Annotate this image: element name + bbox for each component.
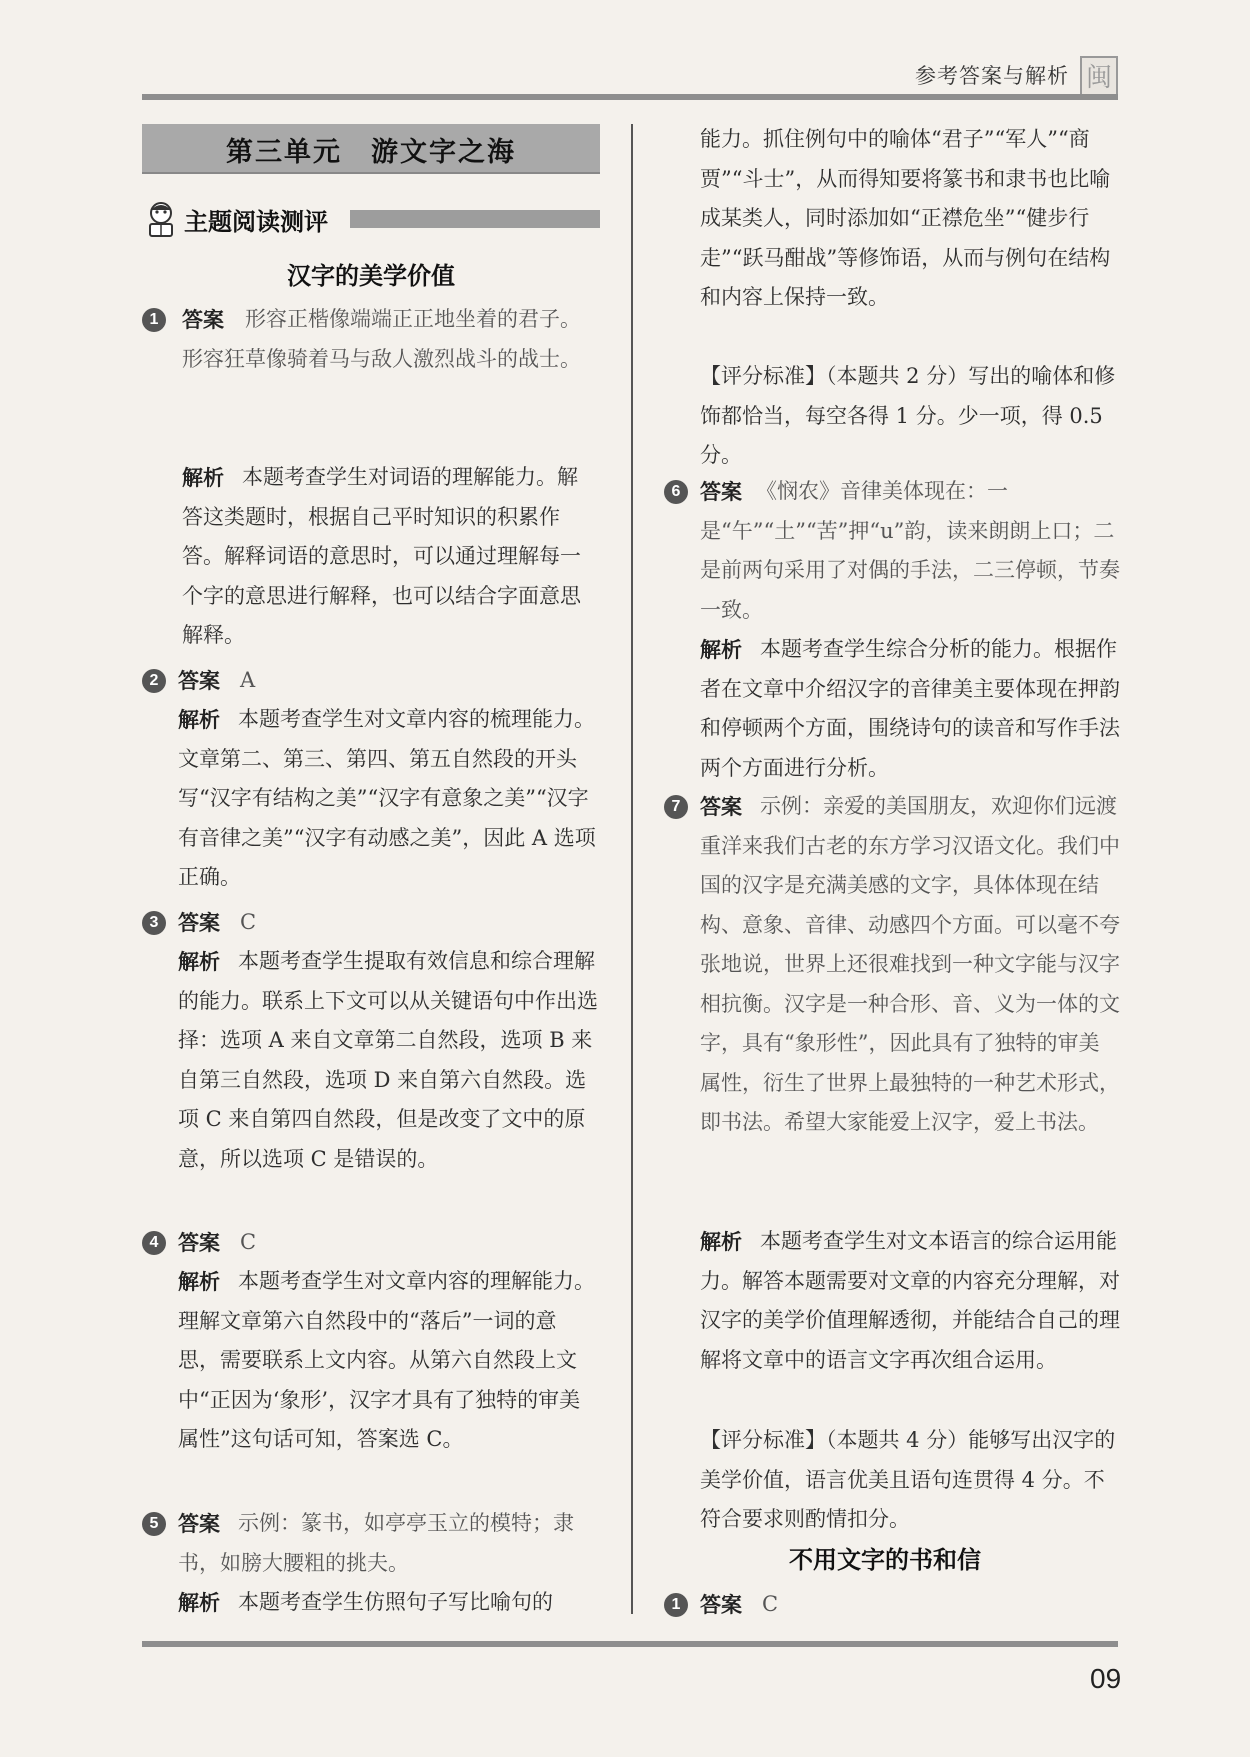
question-number: 1 <box>664 1593 688 1617</box>
answer-label: 答案 <box>178 911 220 935</box>
analysis-label: 解析 <box>178 1270 220 1294</box>
scoring-standard: 【评分标准】（本题共 4 分）能够写出汉字的美学价值，语言优美且语句连贯得 4 分。不符合要求则酌情扣分。 <box>700 1428 1116 1531</box>
unit-banner <box>142 124 600 172</box>
header-title: 参考答案与解析 <box>915 64 1069 88</box>
scoring-standard: 【评分标准】（本题共 2 分）写出的喻体和修饰都恰当，每空各得 1 分。少一项，得 0.5 分。 <box>700 364 1116 467</box>
answer-label: 答案 <box>178 1512 220 1536</box>
answer-label: 答案 <box>700 480 742 504</box>
answer-text: C <box>240 910 257 934</box>
question-number: 2 <box>142 669 166 693</box>
answer-text: 形容正楷像端端正正地坐着的君子。形容狂草像骑着马与敌人激烈战斗的战士。 <box>182 307 581 371</box>
question-number: 3 <box>142 911 166 935</box>
answer-text: 示例：篆书，如亭亭玉立的模特；隶书，如膀大腰粗的挑夫。 <box>178 1511 574 1575</box>
answer-label: 答案 <box>700 1593 742 1617</box>
section-bar <box>350 210 600 228</box>
analysis-text: 本题考查学生综合分析的能力。根据作者在文章中介绍汉字的音律美主要体现在押韵和停顿两个方面，围绕诗句的读音和写作手法两个方面进行分析。 <box>700 637 1120 780</box>
publisher-logo-icon: 闽 <box>1080 56 1118 100</box>
analysis-label: 解析 <box>178 950 220 974</box>
analysis-text: 本题考查学生对文章内容的梳理能力。文章第二、第三、第四、第五自然段的开头写“汉字有结构之美”“汉字有意象之美”“汉字有音律之美”“汉字有动感之美”，因此 A 选项正确。 <box>178 707 596 889</box>
article-title-1: 汉字的美学价值 <box>287 262 455 290</box>
article-title-2: 不用文字的书和信 <box>789 1546 981 1574</box>
question-number: 1 <box>142 308 166 332</box>
analysis-text: 本题考查学生提取有效信息和综合理解的能力。联系上下文可以从关键语句中作出选择：选项 A 来自文章第二自然段，选项 B 来自第三自然段，选项 D 来自第六自然段。选项 C 来自第四自然段，但是改变了文中的原意，所以选项 C 是错误的。 <box>178 949 598 1171</box>
question-number: 4 <box>142 1231 166 1255</box>
answer-text: 《悯农》音律美体现在：一是“午”“土”“苦”押“u”韵，读来朗朗上口；二是前两句采用了对偶的手法，二三停顿，节奏一致。 <box>700 479 1120 622</box>
answer-text: C <box>762 1592 779 1616</box>
unit-title: 第三单元 游文字之海 <box>226 137 516 168</box>
analysis-continued: 能力。抓住例句中的喻体“君子”“军人”“商贾”“斗士”，从而得知要将篆书和隶书也比喻成某类人，同时添加如“正襟危坐”“健步行走”“跃马酣战”等修饰语，从而与例句在结构和内容上保持一致。 <box>700 127 1111 309</box>
header-rule <box>142 94 1118 100</box>
reading-student-icon <box>144 200 178 238</box>
analysis-text: 本题考查学生仿照句子写比喻句的 <box>238 1590 553 1614</box>
analysis-label: 解析 <box>178 1591 220 1615</box>
column-divider <box>631 124 633 1614</box>
question-number: 6 <box>664 480 688 504</box>
question-number: 5 <box>142 1512 166 1536</box>
section-label: 主题阅读测评 <box>184 208 328 236</box>
section-header <box>142 196 600 244</box>
question-number: 7 <box>664 795 688 819</box>
analysis-label: 解析 <box>178 708 220 732</box>
answer-text: A <box>240 668 256 692</box>
analysis-text: 本题考查学生对文本语言的综合运用能力。解答本题需要对文章的内容充分理解，对汉字的美学价值理解透彻，并能结合自己的理解将文章中的语言文字再次组合运用。 <box>700 1229 1120 1372</box>
answer-label: 答案 <box>182 308 224 332</box>
answer-text: 示例：亲爱的美国朋友，欢迎你们远渡重洋来我们古老的东方学习汉语文化。我们中国的汉字是充满美感的文字，具体体现在结构、意象、音律、动感四个方面。可以毫不夸张地说，世界上还很难找到一种文字能与汉字相抗衡。汉字是一种合形、音、义为一体的文字，具有“象形性”，因此具有了独特的审美属性，衍生了世界上最独特的一种艺术形式，即书法。希望大家能爱上汉字，爱上书法。 <box>700 794 1120 1134</box>
answer-label: 答案 <box>178 669 220 693</box>
analysis-text: 本题考查学生对文章内容的理解能力。理解文章第六自然段中的“落后”一词的意思，需要联系上文内容。从第六自然段上文中“正因为‘象形’，汉字才具有了独特的审美属性”这句话可知，答案选 C。 <box>178 1269 595 1451</box>
footer-rule <box>142 1641 1118 1647</box>
analysis-label: 解析 <box>182 466 224 490</box>
analysis-label: 解析 <box>700 1230 742 1254</box>
analysis-text: 本题考查学生对词语的理解能力。解答这类题时，根据自己平时知识的积累作答。解释词语的意思时，可以通过理解每一个字的意思进行解释，也可以结合字面意思解释。 <box>182 465 581 647</box>
analysis-label: 解析 <box>700 638 742 662</box>
page-number: 09 <box>1090 1663 1122 1694</box>
answer-label: 答案 <box>700 795 742 819</box>
answer-text: C <box>240 1230 257 1254</box>
answer-label: 答案 <box>178 1231 220 1255</box>
